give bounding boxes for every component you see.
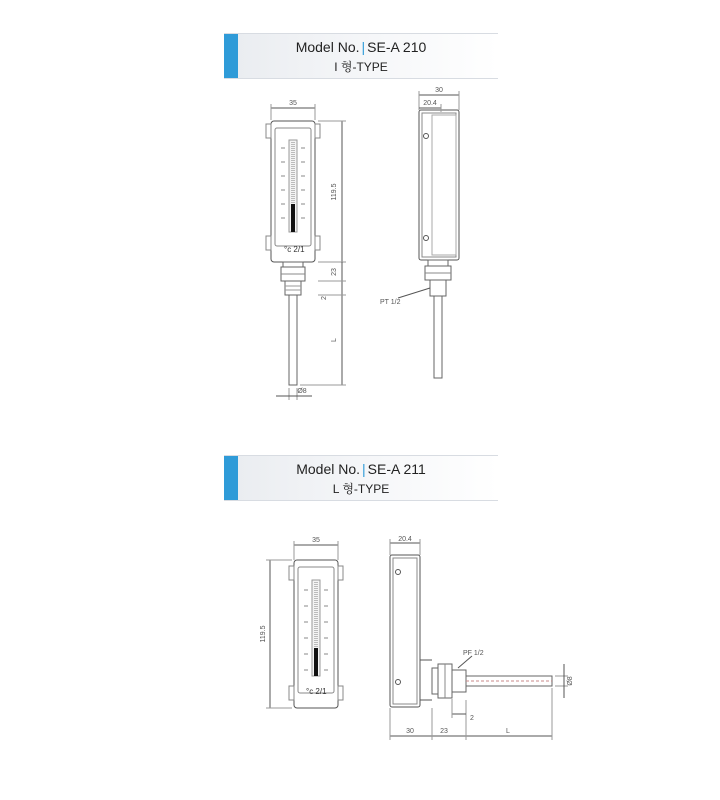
height-dimension: 119.5	[260, 625, 267, 643]
thread-label: PF 1/2	[463, 650, 484, 657]
model-title: Model No. | SE-A 211	[296, 461, 426, 477]
mercury-column	[291, 204, 295, 232]
stem-diameter: Ø8	[567, 676, 574, 686]
width-dimension: 35	[289, 100, 297, 107]
unit-label: °c 2/1	[306, 687, 327, 696]
gap-dimension: 2	[321, 296, 328, 300]
side-view-b	[390, 539, 568, 740]
stem-diameter: Ø8	[297, 388, 307, 395]
depth-dimension: 30	[406, 728, 414, 735]
front-view-b	[266, 541, 343, 708]
unit-label: °c 2/1	[284, 245, 305, 254]
model-number: SE-A 211	[367, 461, 426, 477]
model-label: Model No.	[296, 461, 361, 477]
model-title: Model No. | SE-A 210	[295, 39, 427, 55]
length-dimension: L	[331, 338, 338, 342]
width-dimension: 35	[312, 537, 320, 544]
model-type: I 형-TYPE	[334, 60, 388, 74]
model-number: SE-A 210	[367, 39, 427, 55]
side-view-a	[398, 91, 459, 378]
mercury-column	[314, 648, 318, 676]
height-dimension: 119.5	[331, 183, 338, 201]
model-type: L 형-TYPE	[332, 482, 390, 496]
model-label: Model No.	[295, 39, 360, 55]
thread-dimension: 23	[331, 268, 338, 276]
front-view-a	[266, 104, 346, 400]
gap-dimension: 2	[470, 715, 474, 722]
depth-dimension: 30	[435, 87, 443, 94]
inner-dimension: 20.4	[423, 100, 437, 107]
thread-dimension: 23	[440, 728, 448, 735]
inner-dimension: 20.4	[398, 536, 412, 543]
thread-label: PT 1/2	[380, 299, 401, 306]
length-dimension: L	[506, 728, 510, 735]
